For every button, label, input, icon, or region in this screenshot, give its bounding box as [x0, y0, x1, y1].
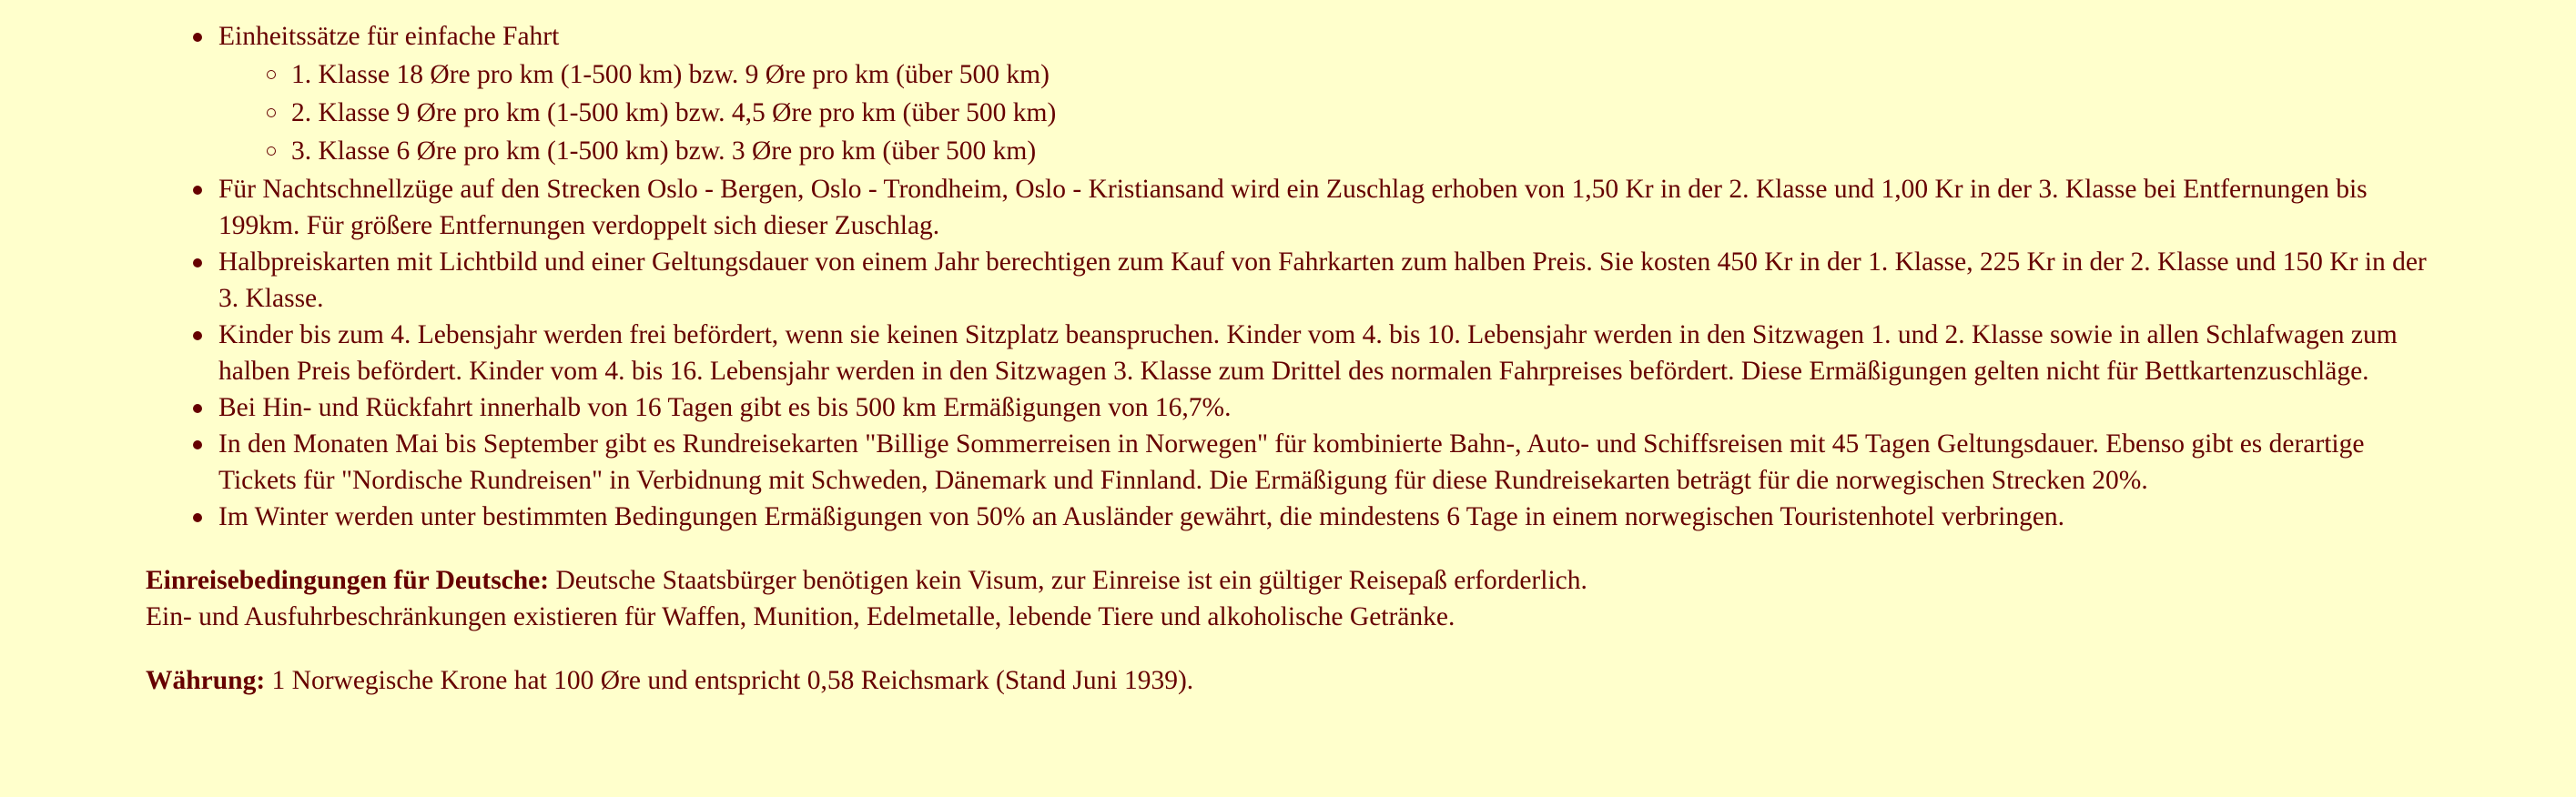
entry-requirements: [146, 562, 2439, 635]
list-item-text: In den Monaten Mai bis September gibt es Rundreisekarten "Billige Sommerreisen in Norwegen" für kombinierte Bahn-, Auto- und Schiffsreisen mit 45 Tagen Geltungsdauer. Ebenso gibt es derartige Tickets für "Nordische Rundreisen" in Verbidnung mit Schweden, Dänemark und Finnland. Die Ermäßigung für diese Rundreisekarten beträgt für die norwegischen Strecken 20%.: [218, 429, 2365, 495]
bullet-disc-icon: [193, 513, 202, 522]
bullet-circle-icon: [267, 70, 276, 79]
list-item-class-1: [291, 56, 2439, 93]
bullet-disc-icon: [193, 258, 202, 267]
list-item-text: 1. Klasse 18 Øre pro km (1-500 km) bzw. 9 Øre pro km (über 500 km): [291, 60, 1050, 89]
bullet-circle-icon: [267, 108, 276, 117]
fare-list: [146, 0, 2439, 535]
list-item-text: Im Winter werden unter bestimmten Bedingungen Ermäßigungen von 50% an Ausländer gewährt, die mindestens 6 Tage in einem norwegischen Touristenhotel verbringen.: [218, 502, 2065, 531]
import-export-restrictions: Ein- und Ausfuhrbeschränkungen existieren für Waffen, Munition, Edelmetalle, lebende Tiere und alkoholische Getränke.: [146, 602, 1455, 631]
list-item-return-trips: [218, 389, 2439, 426]
bullet-disc-icon: [193, 33, 202, 42]
entry-requirements-line: [146, 562, 2439, 599]
list-item-night-trains: [218, 171, 2439, 244]
list-item-text: Bei Hin- und Rückfahrt innerhalb von 16 Tagen gibt es bis 500 km Ermäßigungen von 16,7%.: [218, 393, 1232, 422]
bullet-disc-icon: [193, 331, 202, 340]
list-item-winter-discount: [218, 499, 2439, 535]
list-item-text: Für Nachtschnellzüge auf den Strecken Oslo - Bergen, Oslo - Trondheim, Oslo - Kristiansand wird ein Zuschlag erhoben von 1,50 Kr in der 2. Klasse und 1,00 Kr in der 3. Klasse bei Entfernungen bis 199km. Für größere Entfernungen verdoppelt sich dieser Zuschlag.: [218, 175, 2368, 240]
list-item-unit-rates: [218, 18, 2439, 169]
currency-section: [146, 662, 2439, 699]
list-item-text: 3. Klasse 6 Øre pro km (1-500 km) bzw. 3 Øre pro km (über 500 km): [291, 136, 1037, 166]
currency-text: 1 Norwegische Krone hat 100 Øre und entspricht 0,58 Reichsmark (Stand Juni 1939).: [265, 666, 1194, 695]
list-item-class-3: [291, 133, 2439, 169]
entry-requirements-text: Deutsche Staatsbürger benötigen kein Visum, zur Einreise ist ein gültiger Reisepaß erforderlich.: [549, 566, 1587, 595]
list-item-text: Halbpreiskarten mit Lichtbild und einer Geltungsdauer von einem Jahr berechtigen zum Kauf von Fahrkarten zum halben Preis. Sie kosten 450 Kr in der 1. Klasse, 225 Kr in der 2. Klasse und 150 Kr in der 3. Klasse.: [218, 247, 2427, 313]
list-item-round-trips: [218, 426, 2439, 499]
list-item-class-2: [291, 95, 2439, 131]
bullet-disc-icon: [193, 404, 202, 413]
bullet-disc-icon: [193, 440, 202, 449]
list-item-children: [218, 317, 2439, 389]
bullet-circle-icon: [267, 146, 276, 156]
currency-line: [146, 662, 2439, 699]
currency-label: Währung:: [146, 666, 266, 695]
bullet-disc-icon: [193, 186, 202, 195]
list-item-text: Einheitssätze für einfache Fahrt: [218, 22, 560, 51]
list-item-text: 2. Klasse 9 Øre pro km (1-500 km) bzw. 4,5 Øre pro km (über 500 km): [291, 98, 1057, 127]
list-item-half-price-cards: [218, 244, 2439, 317]
entry-requirements-label: Einreisebedingungen für Deutsche:: [146, 566, 550, 595]
list-item-text: Kinder bis zum 4. Lebensjahr werden frei befördert, wenn sie keinen Sitzplatz beanspruchen. Kinder vom 4. bis 10. Lebensjahr werden in den Sitzwagen 1. und 2. Klasse sowie in allen Schlafwagen zum halben Preis befördert. Kinder vom 4. bis 16. Lebensjahr werden in den Sitzwagen 3. Klasse zum Drittel des normalen Fahrpreises befördert. Diese Ermäßigungen gelten nicht für Bettkartenzuschläge.: [218, 320, 2398, 386]
class-rate-list: [218, 56, 2439, 169]
